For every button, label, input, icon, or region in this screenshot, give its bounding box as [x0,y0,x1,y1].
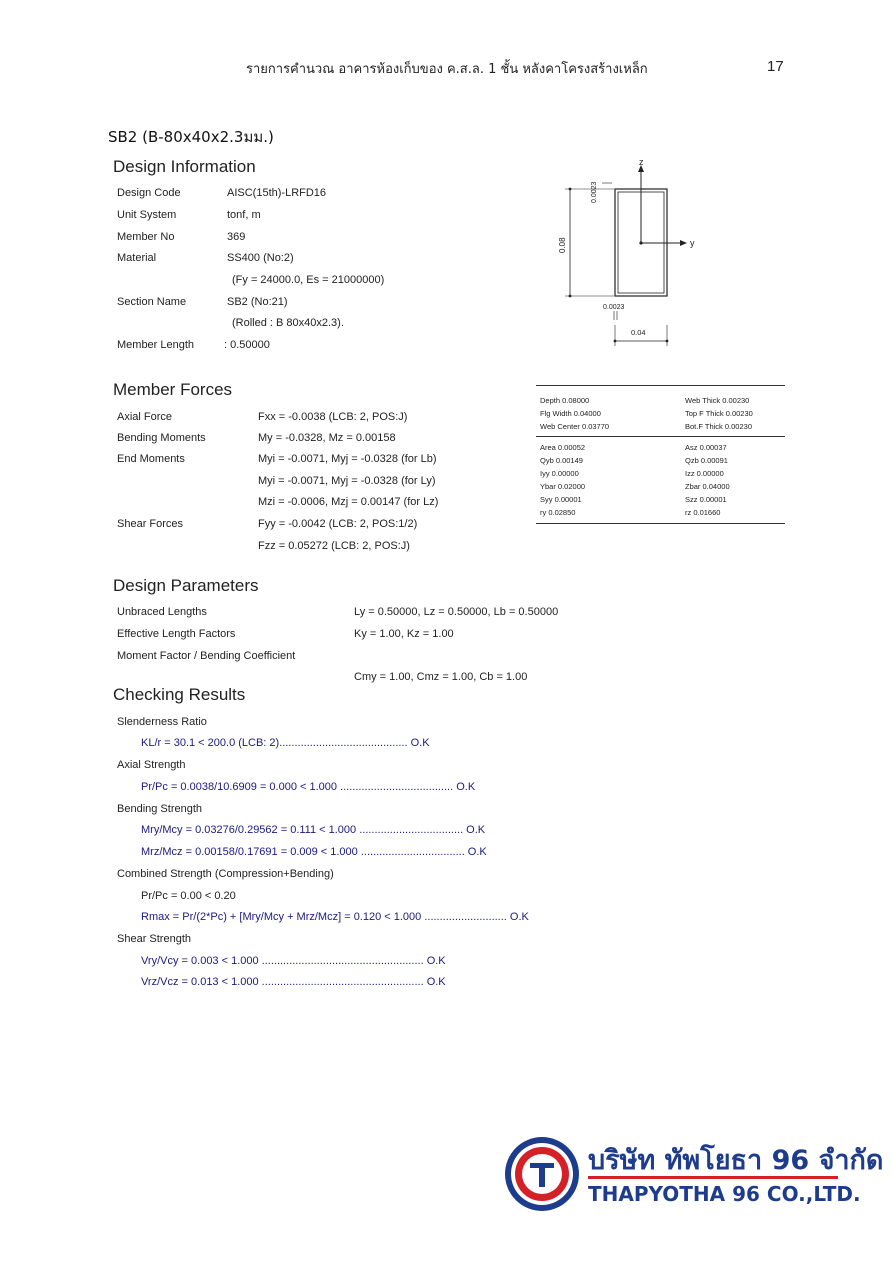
prop-rz: rz 0.01660 [685,508,721,517]
member-no-value: 369 [227,231,246,243]
shear-strength-y-check: Vry/Vcy = 0.003 < 1.000 ..................................................... O.K [141,955,446,967]
shear-strength-label: Shear Strength [117,933,191,945]
material-properties: (Fy = 24000.0, Es = 21000000) [232,274,385,286]
axial-strength-label: Axial Strength [117,759,186,771]
design-code-value: AISC(15th)-LRFD16 [227,187,327,199]
bending-strength-z-check: Mrz/Mcz = 0.00158/0.17691 = 0.009 < 1.000 .................................. O.K [141,846,487,858]
combined-strength-label: Combined Strength (Compression+Bending) [117,868,334,880]
prop-area: Area 0.00052 [540,443,586,452]
company-logo-mark [503,1135,581,1213]
section-name-label: Section Name [117,296,187,308]
page-number: 17 [767,58,784,75]
prop-zbar: Zbar 0.04000 [685,482,730,491]
logo-divider [588,1176,838,1179]
company-name-english: THAPYOTHA 96 CO.,LTD. [588,1182,861,1206]
combined-ratio: Pr/Pc = 0.00 < 0.20 [141,890,236,902]
end-moments-lz: Mzi = -0.0006, Mzj = 0.00147 (for Lz) [258,496,439,508]
prop-ry: ry 0.02850 [540,508,576,517]
moment-factor-label: Moment Factor / Bending Coefficient [117,650,296,662]
checking-results-heading: Checking Results [113,685,246,704]
effective-length-value: Ky = 1.00, Kz = 1.00 [354,628,454,640]
end-moments-label: End Moments [117,453,185,465]
bending-moments-label: Bending Moments [117,432,206,444]
design-parameters-heading: Design Parameters [113,576,259,595]
prop-flange-width: Flg Width 0.04000 [540,409,601,418]
effective-length-label: Effective Length Factors [117,628,236,640]
moment-factor-value: Cmy = 1.00, Cmz = 1.00, Cb = 1.00 [354,671,528,683]
shear-strength-z-check: Vrz/Vcz = 0.013 < 1.000 ..................................................... O.K [141,976,446,988]
unit-system-label: Unit System [117,209,177,221]
centroid-point [639,241,642,244]
shear-force-fyy: Fyy = -0.0042 (LCB: 2, POS:1/2) [258,518,418,530]
company-name-thai: บริษัท ทัพโยธา 96 จำกัด [588,1145,884,1176]
unbraced-lengths-label: Unbraced Lengths [117,606,207,618]
design-information-heading: Design Information [113,157,256,176]
bending-strength-label: Bending Strength [117,803,203,815]
end-moments-lb: Myi = -0.0071, Myj = -0.0328 (for Lb) [258,453,437,465]
bending-strength-y-check: Mry/Mcy = 0.03276/0.29562 = 0.111 < 1.000 .................................. O.K [141,824,486,836]
prop-depth: Depth 0.08000 [540,396,590,405]
unbraced-lengths-value: Ly = 0.50000, Lz = 0.50000, Lb = 0.50000 [354,606,559,618]
slenderness-label: Slenderness Ratio [117,716,207,728]
prop-web-thick: Web Thick 0.00230 [685,396,750,405]
prop-syy: Syy 0.00001 [540,495,582,504]
axial-force-label: Axial Force [117,411,173,423]
y-axis-arrow [680,240,687,246]
box-section-diagram [550,155,710,355]
prop-izz: Izz 0.00000 [685,469,724,478]
member-forces-heading: Member Forces [113,380,233,399]
shear-force-fzz: Fzz = 0.05272 (LCB: 2, POS:J) [258,540,410,552]
prop-iyy: Iyy 0.00000 [540,469,579,478]
material-value: SS400 (No:2) [227,252,294,264]
bottom-thickness-label: 0.0023 [603,304,625,311]
member-length-value: : 0.50000 [224,339,270,351]
slenderness-check: KL/r = 30.1 < 200.0 (LCB: 2).......................................... O.K [141,737,430,749]
prop-qzb: Qzb 0.00091 [685,456,728,465]
width-dimension-label: 0.04 [631,328,646,337]
prop-top-flange-thick: Top F Thick 0.00230 [685,409,753,418]
prop-szz: Szz 0.00001 [685,495,727,504]
combined-strength-check: Rmax = Pr/(2*Pc) + [Mry/Mcy + Mrz/Mcz] = 0.120 < 1.000 ........................... O.K [141,911,529,923]
member-no-label: Member No [117,231,175,243]
end-moments-ly: Myi = -0.0071, Myj = -0.0328 (for Ly) [258,475,436,487]
shear-forces-label: Shear Forces [117,518,184,530]
prop-asz: Asz 0.00037 [685,443,727,452]
z-axis-label: z [639,157,644,167]
prop-bot-flange-thick: Bot.F Thick 0.00230 [685,422,752,431]
member-length-label: Member Length [117,339,195,351]
member-title: SB2 (B-80x40x2.3มม.) [108,128,274,146]
height-dimension-label: 0.08 [558,237,567,253]
axial-strength-check: Pr/Pc = 0.0038/10.6909 = 0.000 < 1.000 ..................................... O.K [141,781,476,793]
prop-qyb: Qyb 0.00149 [540,456,583,465]
prop-web-center: Web Center 0.03770 [540,422,610,431]
unit-system-value: tonf, m [227,209,261,221]
design-code-label: Design Code [117,187,181,199]
section-rolled-description: (Rolled : B 80x40x2.3). [232,317,344,329]
axial-force-value: Fxx = -0.0038 (LCB: 2, POS:J) [258,411,408,423]
bending-moments-value: My = -0.0328, Mz = 0.00158 [258,432,396,444]
top-thickness-label: 0.0023 [591,181,598,203]
document-header-title: รายการคำนวณ อาคารห้องเก็บของ ค.ส.ล. 1 ชั้น หลังคาโครงสร้างเหล็ก [246,62,648,77]
prop-ybar: Ybar 0.02000 [540,482,586,491]
material-label: Material [117,252,157,264]
section-name-value: SB2 (No:21) [227,296,288,308]
y-axis-label: y [690,238,695,248]
